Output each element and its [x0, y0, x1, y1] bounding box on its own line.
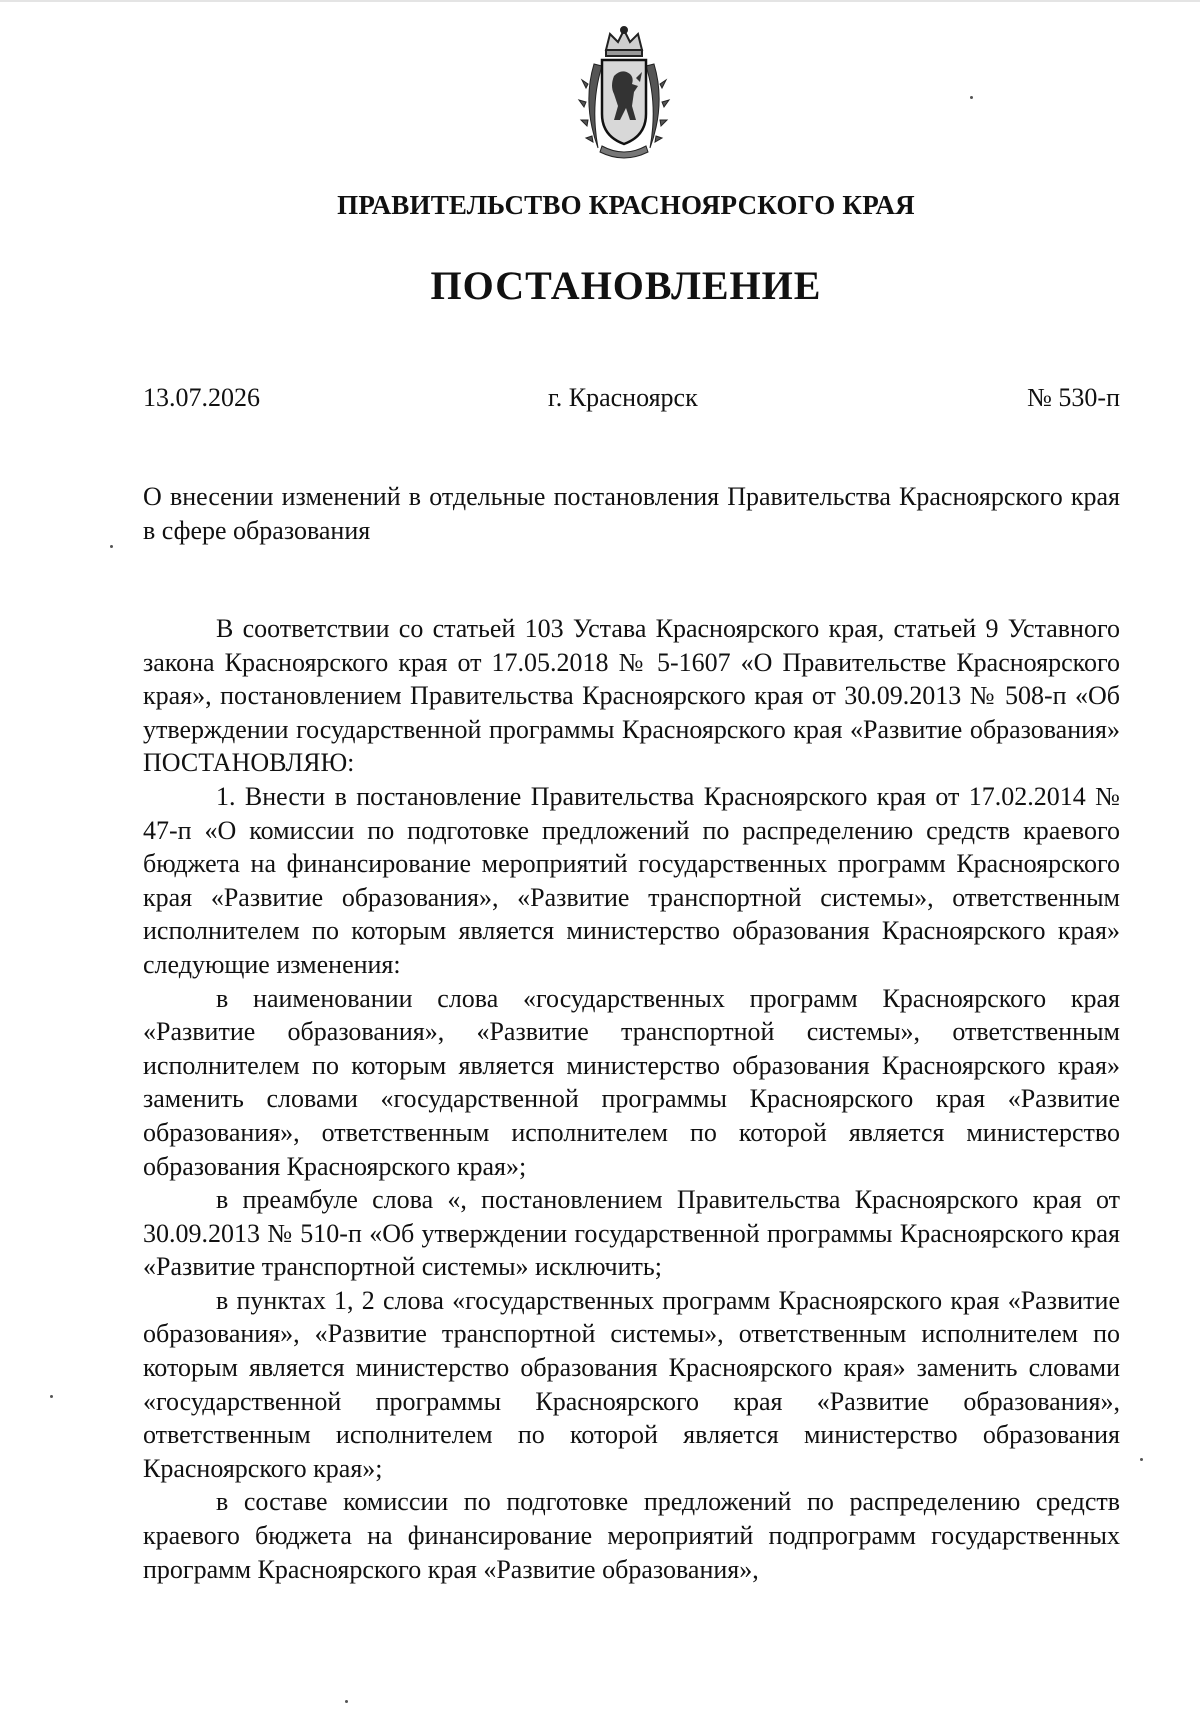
krasnoyarsk-coat-of-arms-icon: [576, 24, 672, 164]
scan-speck: [50, 1395, 53, 1398]
paragraph-preamble-change: в преамбуле слова «, постановлением Правительства Красноярского края от 30.09.2013 № 510-п «Об утверждении государственной программы Красноярского края «Развитие транспортной системы» исключить;: [143, 1185, 1120, 1282]
document-type: ПОСТАНОВЛЕНИЕ: [430, 263, 822, 308]
scan-edge: [0, 0, 1200, 2]
document-date: 13.07.2026: [143, 383, 260, 412]
paragraph-item-1: 1. Внести в постановление Правительства Красноярского края от 17.02.2014 № 47-п «О комиссии по подготовке предложений по распределению средств краевого бюджета на финансирование мероприятий государственных программ Красноярского края «Развитие образования», «Развитие транспортной системы», ответственным исполнителем по которым является министерство образования Красноярского края» следующие изменения:: [143, 781, 1120, 979]
paragraph-commission-change: в составе комиссии по подготовке предложений по распределению средств краевого бюджета на финансирование мероприятий подпрограмм государственных программ Красноярского края «Развитие образования»,: [143, 1487, 1120, 1584]
document-meta: [143, 383, 1120, 419]
document-subject: О внесении изменений в отдельные постановления Правительства Красноярского края в сфере образования: [143, 482, 1120, 545]
document-number: № 530-п: [1027, 383, 1120, 412]
scan-speck: [1140, 1458, 1143, 1461]
paragraph-preamble: В соответствии со статьей 103 Устава Красноярского края, статьей 9 Уставного закона Красноярского края от 17.05.2018 № 5-1607 «О Правительстве Красноярского края», постановлением Правительства Красноярского края от 30.09.2013 № 508-п «Об утверждении государственной программы Красноярского края «Развитие образования» ПОСТАНОВЛЯЮ:: [143, 614, 1120, 778]
scan-speck: [970, 96, 973, 99]
document-city: г. Красноярск: [548, 383, 698, 412]
scan-speck: [345, 1700, 348, 1703]
document-body: [143, 612, 1120, 1586]
paragraph-title-change: в наименовании слова «государственных программ Красноярского края «Развитие образования», «Развитие транспортной системы», ответственным исполнителем по которым является министерство образования Красноярского края» заменить словами «государственной программы Красноярского края «Развитие образования», ответственным исполнителем по которой является министерство образования Красноярского края»;: [143, 983, 1120, 1181]
scan-speck: [110, 545, 113, 548]
paragraph-points-change: в пунктах 1, 2 слова «государственных программ Красноярского края «Развитие образования», «Развитие транспортной системы», ответственным исполнителем по которым является министерство образования Красноярского края» заменить словами «государственной программы Красноярского края «Развитие образования», ответственным исполнителем по которой является министерство образования Красноярского края»;: [143, 1285, 1120, 1483]
organization-title: ПРАВИТЕЛЬСТВО КРАСНОЯРСКОГО КРАЯ: [337, 190, 915, 220]
